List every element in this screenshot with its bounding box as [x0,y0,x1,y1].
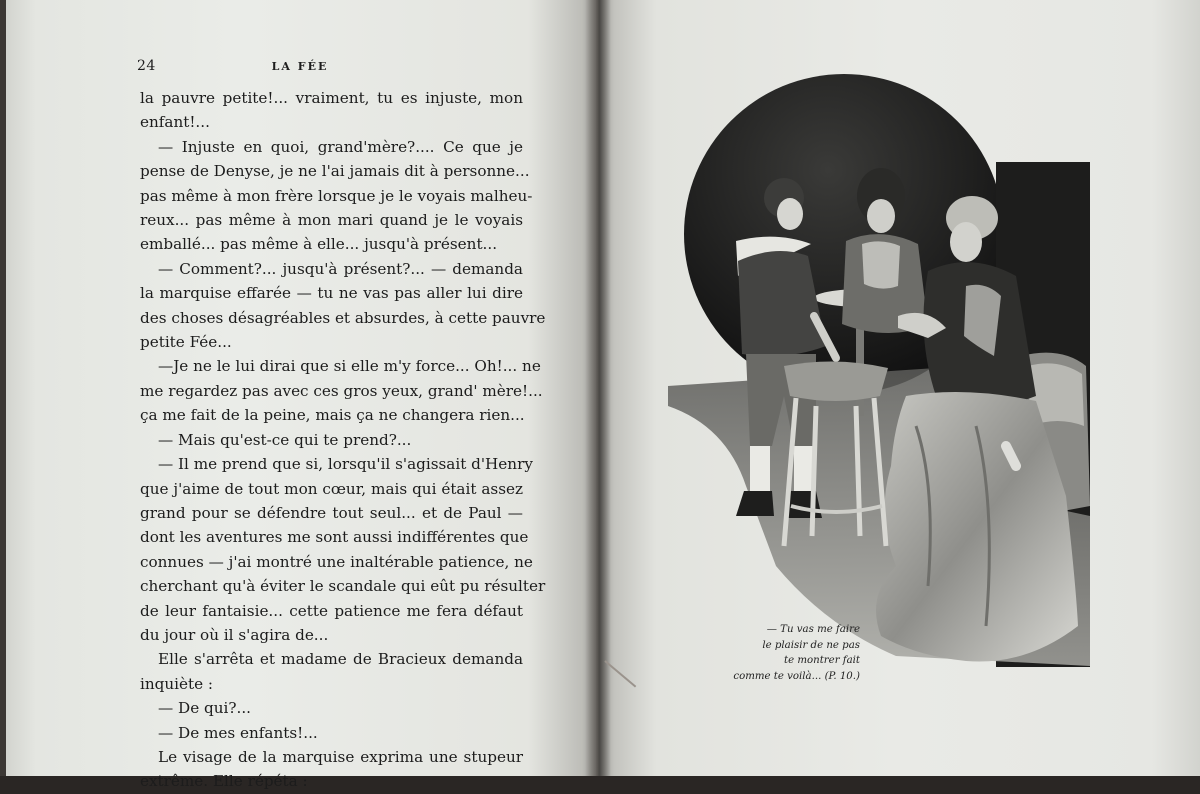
caption-line: te montrer fait [783,655,860,666]
text-line: dont les aventures me sont aussi indifférentes que [140,528,529,547]
text-line: petite Fée... [140,333,232,352]
illustration-caption [700,622,860,684]
text-line: — Comment?... jusqu'à présent?... — demanda [158,259,523,278]
text-line: la marquise effarée — tu ne vas pas aller lui dire [140,284,523,303]
text-line: emballé... pas même à elle... jusqu'à présent... [140,235,498,254]
page-number: 24 [137,58,156,74]
text-line: —Je ne le lui dirai que si elle m'y force... Oh!... ne [158,357,541,376]
boy-face [777,198,803,230]
text-line: enfant!... [140,113,210,132]
boy-stocking [750,446,770,491]
text-line: Elle s'arrêta et madame de Bracieux demanda [158,650,523,669]
grandmother-face [950,222,982,262]
caption-line: — Tu vas me faire [766,624,860,635]
text-line: grand pour se défendre tout seul... et de Paul — [140,503,523,522]
text-line: pas même à mon frère lorsque je le voyais malheu- [140,186,533,205]
text-line: cherchant qu'à éviter le scandale qui eût pu résulter [140,577,546,596]
text-line: ça me fait de la peine, mais ça ne changera rien... [140,406,525,425]
text-line: reux... pas même à mon mari quand je le voyais [140,211,523,230]
boy-stocking [794,446,814,491]
text-line: — Injuste en quoi, grand'mère?.... Ce que je [158,137,523,156]
running-head: LA FÉE [271,60,329,73]
boy-boot [736,491,774,516]
engraving-illustration [666,66,1098,696]
caption-line: le plaisir de ne pas [762,639,860,651]
work-basket [784,361,888,401]
text-line: pense de Denyse, je ne l'ai jamais dit à personne... [140,162,530,181]
text-line: — Mais qu'est-ce qui te prend?... [158,430,412,449]
text-line: du jour où il s'agira de... [140,625,329,644]
text-line: — De mes enfants!... [158,723,318,742]
text-line: me regardez pas avec ces gros yeux, grand' mère!... [140,381,543,400]
left-page-content [0,0,600,791]
woman-lace [862,241,900,288]
text-line: que j'aime de tout mon cœur, mais qui était assez [140,479,523,498]
text-line: Le visage de la marquise exprima une stupeur [158,747,523,766]
text-line: la pauvre petite!... vraiment, tu es injuste, mon [140,89,523,107]
caption-line: comme te voilà... (P. 10.) [733,670,860,682]
text-line: inquiète : [140,674,214,693]
text-line: connues — j'ai montré une inaltérable patience, ne [140,552,533,571]
text-line: — De qui?... [158,699,251,718]
woman-face [867,199,895,233]
text-line: des choses désagréables et absurdes, à cette pauvre [140,308,546,327]
text-line: de leur fantaisie... cette patience me fera défaut [140,601,523,620]
text-line: — Il me prend que si, lorsqu'il s'agissait d'Henry [158,455,533,474]
text-line: extrême. Elle répéta : [140,772,308,791]
body-text [140,86,546,794]
